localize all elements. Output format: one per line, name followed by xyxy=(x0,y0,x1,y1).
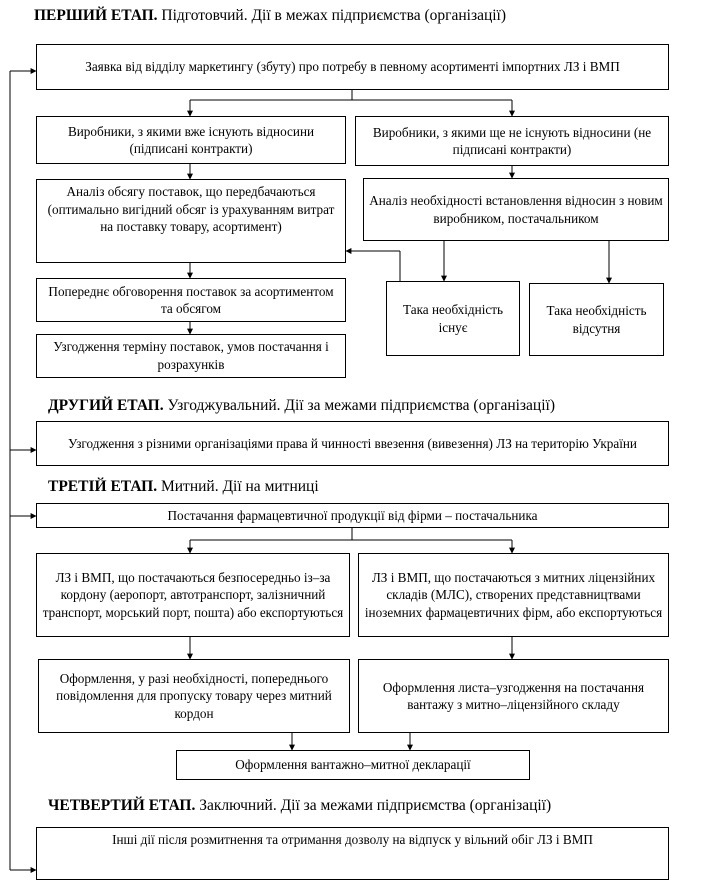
letter-box: Оформлення листа–узгодження на постачання вантажу з митно–ліцензійного складу xyxy=(358,659,669,733)
supply-box: Постачання фармацевтичної продукції від фірми – постачальника xyxy=(36,503,669,528)
stage2-heading: ДРУГИЙ ЕТАП. Узгоджувальний. Дії за межами підприємства (організації) xyxy=(48,397,555,414)
supply-analysis-box: Аналіз обсягу поставок, що передбачаються (оптимально вигідний обсяг із урахуванням витрат на поставку товару, асортимент) xyxy=(36,179,346,263)
request-box: Заявка від відділу маркетингу (збуту) про потребу в певному асортименті імпортних ЛЗ і ВМП xyxy=(36,44,669,90)
need-exists-box: Така необхідність існує xyxy=(386,281,520,356)
stage1-heading: ПЕРШИЙ ЕТАП. Підготовчий. Дії в межах підприємства (організації) xyxy=(34,7,507,24)
declaration-box: Оформлення вантажно–митної декларації xyxy=(176,750,530,780)
other-actions-box: Інші дії після розмитнення та отримання дозволу на відпуск у вільний обіг ЛЗ і ВМП xyxy=(36,827,669,880)
notice-box: Оформлення, у разі необхідності, попереднього повідомлення для пропуску товару через митний кордон xyxy=(38,659,350,733)
warehouse-supply-box: ЛЗ і ВМП, що постачаються з митних ліцензійних складів (МЛС), створених представництвами іноземних фармацевтичних фірм, або експортуються xyxy=(358,553,669,637)
preliminary-box: Попереднє обговорення поставок за асортиментом та обсягом xyxy=(36,278,346,322)
existing-producers-box: Виробники, з якими вже існують відносини (підписані контракти) xyxy=(36,116,346,164)
need-absent-box: Така необхідність відсутня xyxy=(529,283,664,356)
coordination-box: Узгодження з різними організаціями права й чинності ввезення (вивезення) ЛЗ на територію України xyxy=(36,421,669,466)
stage3-heading: ТРЕТІЙ ЕТАП. Митний. Дії на митниці xyxy=(48,478,319,495)
agreement-box: Узгодження терміну поставок, умов постачання і розрахунків xyxy=(36,334,346,378)
direct-supply-box: ЛЗ і ВМП, що постачаються безпосередньо із–за кордону (аеропорт, автотранспорт, залізничний транспорт, морський порт, пошта) або експортуються xyxy=(36,553,350,637)
need-analysis-box: Аналіз необхідності встановлення відносин з новим виробником, постачальником xyxy=(363,178,669,241)
new-producers-box: Виробники, з якими ще не існують відносини (не підписані контракти) xyxy=(355,116,669,166)
stage4-heading: ЧЕТВЕРТИЙ ЕТАП. Заключний. Дії за межами підприємства (організації) xyxy=(48,797,552,814)
